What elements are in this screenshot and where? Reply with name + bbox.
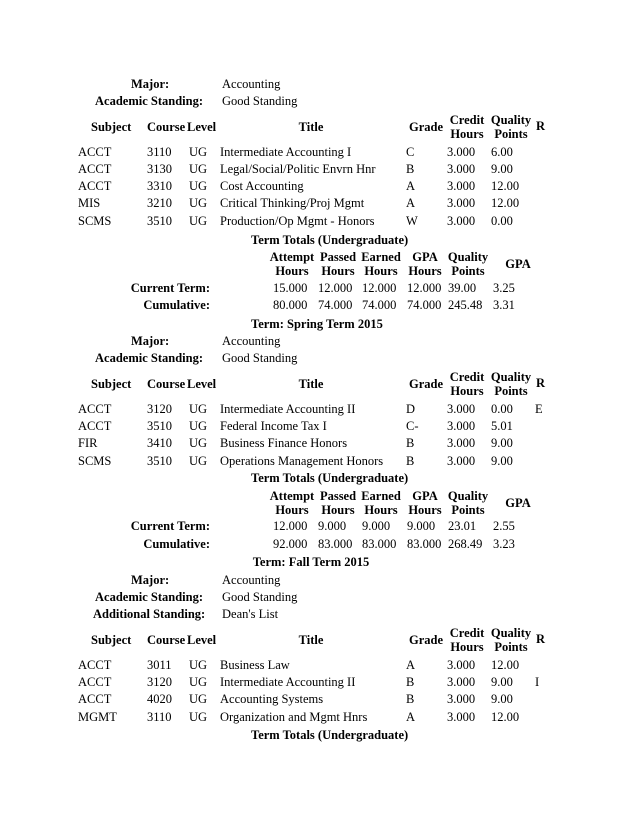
current-term-gpa-hours: 12.000 bbox=[407, 281, 442, 295]
current-term-attempt-hours: 15.000 bbox=[273, 281, 308, 295]
term-totals-heading: Term Totals (Undergraduate) bbox=[251, 233, 409, 247]
course-credit-hours: 3.000 bbox=[447, 162, 476, 176]
col-header-grade: Grade bbox=[408, 377, 444, 391]
course-number: 3410 bbox=[147, 436, 172, 450]
course-level: UG bbox=[189, 402, 208, 416]
course-quality-points: 12.00 bbox=[491, 196, 520, 210]
course-quality-points: 12.00 bbox=[491, 710, 520, 724]
course-title: Critical Thinking/Proj Mgmt bbox=[220, 196, 365, 210]
col-header-points: Points bbox=[494, 127, 528, 141]
course-grade: B bbox=[406, 162, 415, 176]
major-label: Major: bbox=[131, 334, 170, 348]
course-credit-hours: 3.000 bbox=[447, 419, 476, 433]
course-grade: B bbox=[406, 436, 415, 450]
current-term-earned-hours: 9.000 bbox=[362, 519, 391, 533]
current-term-label: Current Term: bbox=[130, 519, 210, 533]
academic-standing-value: Good Standing bbox=[222, 351, 298, 365]
totals-header-attempt_hours-bottom: Hours bbox=[275, 503, 309, 517]
totals-header-earned_hours-bottom: Hours bbox=[364, 264, 398, 278]
col-header-quality: Quality bbox=[490, 113, 532, 127]
col-header-hours: Hours bbox=[450, 640, 484, 654]
current-term-earned-hours: 12.000 bbox=[362, 281, 397, 295]
course-credit-hours: 3.000 bbox=[447, 454, 476, 468]
course-level: UG bbox=[189, 214, 208, 228]
course-level: UG bbox=[189, 419, 208, 433]
course-credit-hours: 3.000 bbox=[447, 710, 476, 724]
course-credit-hours: 3.000 bbox=[447, 179, 476, 193]
course-subject: ACCT bbox=[78, 402, 112, 416]
cumulative-passed-hours: 74.000 bbox=[318, 298, 353, 312]
academic-standing-label: Academic Standing: bbox=[95, 94, 203, 108]
totals-header-attempt_hours-bottom: Hours bbox=[275, 264, 309, 278]
cumulative-earned-hours: 74.000 bbox=[362, 298, 397, 312]
course-level: UG bbox=[189, 710, 208, 724]
totals-header-passed_hours-top: Passed bbox=[319, 489, 357, 503]
course-grade: B bbox=[406, 692, 415, 706]
academic-standing-value: Good Standing bbox=[222, 590, 298, 604]
course-number: 4020 bbox=[147, 692, 172, 706]
totals-header-attempt_hours-top: Attempt bbox=[269, 489, 315, 503]
major-value: Accounting bbox=[222, 334, 281, 348]
course-credit-hours: 3.000 bbox=[447, 692, 476, 706]
totals-header-quality_points-top: Quality bbox=[447, 489, 489, 503]
course-number: 3120 bbox=[147, 402, 172, 416]
current-term-attempt-hours: 12.000 bbox=[273, 519, 308, 533]
course-credit-hours: 3.000 bbox=[447, 145, 476, 159]
course-subject: ACCT bbox=[78, 658, 112, 672]
major-value: Accounting bbox=[222, 77, 281, 91]
col-header-credit: Credit bbox=[449, 626, 485, 640]
course-credit-hours: 3.000 bbox=[447, 402, 476, 416]
totals-header-earned_hours-top: Earned bbox=[361, 489, 401, 503]
course-subject: MGMT bbox=[78, 710, 117, 724]
col-header-points: Points bbox=[494, 384, 528, 398]
current-term-gpa: 3.25 bbox=[493, 281, 515, 295]
course-number: 3130 bbox=[147, 162, 172, 176]
course-number: 3510 bbox=[147, 419, 172, 433]
col-header-subject: Subject bbox=[91, 633, 132, 647]
current-term-gpa-hours: 9.000 bbox=[407, 519, 436, 533]
col-header-quality: Quality bbox=[490, 626, 532, 640]
course-number: 3510 bbox=[147, 454, 172, 468]
course-subject: ACCT bbox=[78, 145, 112, 159]
course-grade: B bbox=[406, 675, 415, 689]
totals-header-gpa: GPA bbox=[505, 257, 531, 271]
course-number: 3510 bbox=[147, 214, 172, 228]
totals-header-quality_points-top: Quality bbox=[447, 250, 489, 264]
col-header-level: Level bbox=[187, 120, 217, 134]
totals-header-gpa_hours-top: GPA bbox=[412, 250, 438, 264]
course-grade: W bbox=[406, 214, 418, 228]
term-totals-heading: Term Totals (Undergraduate) bbox=[251, 728, 409, 742]
totals-header-quality_points-bottom: Points bbox=[451, 503, 485, 517]
col-header-subject: Subject bbox=[91, 377, 132, 391]
course-credit-hours: 3.000 bbox=[447, 675, 476, 689]
course-grade: D bbox=[406, 402, 416, 416]
course-level: UG bbox=[189, 436, 208, 450]
course-title: Operations Management Honors bbox=[220, 454, 384, 468]
course-quality-points: 12.00 bbox=[491, 658, 520, 672]
additional-standing-value: Dean's List bbox=[222, 607, 279, 621]
col-header-credit: Credit bbox=[449, 113, 485, 127]
totals-header-gpa_hours-top: GPA bbox=[412, 489, 438, 503]
course-quality-points: 9.00 bbox=[491, 692, 513, 706]
course-grade: A bbox=[406, 710, 416, 724]
course-repeat-flag: I bbox=[535, 675, 540, 689]
cumulative-gpa: 3.31 bbox=[493, 298, 515, 312]
course-subject: ACCT bbox=[78, 179, 112, 193]
course-title: Organization and Mgmt Hnrs bbox=[220, 710, 368, 724]
cumulative-quality-points: 268.49 bbox=[448, 537, 483, 551]
col-header-r: R bbox=[536, 119, 546, 133]
course-number: 3110 bbox=[147, 145, 172, 159]
col-header-course: Course bbox=[147, 377, 186, 391]
col-header-r: R bbox=[536, 632, 546, 646]
course-subject: ACCT bbox=[78, 692, 112, 706]
cumulative-attempt-hours: 92.000 bbox=[273, 537, 308, 551]
term-heading: Term: Spring Term 2015 bbox=[251, 317, 383, 331]
course-title: Federal Income Tax I bbox=[220, 419, 327, 433]
course-level: UG bbox=[189, 145, 208, 159]
course-subject: SCMS bbox=[78, 454, 112, 468]
course-credit-hours: 3.000 bbox=[447, 436, 476, 450]
col-header-quality: Quality bbox=[490, 370, 532, 384]
course-subject: ACCT bbox=[78, 162, 112, 176]
course-quality-points: 12.00 bbox=[491, 179, 520, 193]
major-label: Major: bbox=[131, 77, 170, 91]
cumulative-label: Cumulative: bbox=[143, 537, 210, 551]
course-level: UG bbox=[189, 162, 208, 176]
course-level: UG bbox=[189, 658, 208, 672]
course-subject: ACCT bbox=[78, 419, 112, 433]
col-header-grade: Grade bbox=[408, 633, 444, 647]
course-subject: SCMS bbox=[78, 214, 112, 228]
course-title: Production/Op Mgmt - Honors bbox=[220, 214, 375, 228]
col-header-subject: Subject bbox=[91, 120, 132, 134]
course-grade: A bbox=[406, 179, 416, 193]
cumulative-gpa: 3.23 bbox=[493, 537, 515, 551]
course-title: Cost Accounting bbox=[220, 179, 304, 193]
course-number: 3120 bbox=[147, 675, 172, 689]
term-totals-heading: Term Totals (Undergraduate) bbox=[251, 471, 409, 485]
col-header-level: Level bbox=[187, 633, 217, 647]
major-label: Major: bbox=[131, 573, 170, 587]
course-level: UG bbox=[189, 196, 208, 210]
cumulative-attempt-hours: 80.000 bbox=[273, 298, 308, 312]
course-subject: FIR bbox=[78, 436, 98, 450]
term-heading: Term: Fall Term 2015 bbox=[252, 555, 370, 569]
course-grade: A bbox=[406, 658, 416, 672]
course-quality-points: 6.00 bbox=[491, 145, 513, 159]
totals-header-passed_hours-top: Passed bbox=[319, 250, 357, 264]
current-term-passed-hours: 12.000 bbox=[318, 281, 353, 295]
cumulative-label: Cumulative: bbox=[143, 298, 210, 312]
course-credit-hours: 3.000 bbox=[447, 658, 476, 672]
col-header-level: Level bbox=[187, 377, 217, 391]
course-title: Intermediate Accounting II bbox=[220, 402, 356, 416]
cumulative-quality-points: 245.48 bbox=[448, 298, 483, 312]
course-level: UG bbox=[189, 454, 208, 468]
course-number: 3110 bbox=[147, 710, 172, 724]
col-header-title: Title bbox=[298, 377, 324, 391]
current-term-label: Current Term: bbox=[130, 281, 210, 295]
course-title: Business Finance Honors bbox=[220, 436, 348, 450]
current-term-passed-hours: 9.000 bbox=[318, 519, 347, 533]
course-quality-points: 0.00 bbox=[491, 214, 513, 228]
course-level: UG bbox=[189, 179, 208, 193]
col-header-hours: Hours bbox=[450, 384, 484, 398]
course-credit-hours: 3.000 bbox=[447, 214, 476, 228]
course-quality-points: 9.00 bbox=[491, 675, 513, 689]
col-header-r: R bbox=[536, 376, 546, 390]
col-header-title: Title bbox=[298, 120, 324, 134]
course-title: Legal/Social/Politic Envrn Hnr bbox=[220, 162, 376, 176]
col-header-points: Points bbox=[494, 640, 528, 654]
course-level: UG bbox=[189, 692, 208, 706]
course-credit-hours: 3.000 bbox=[447, 196, 476, 210]
totals-header-earned_hours-bottom: Hours bbox=[364, 503, 398, 517]
cumulative-gpa-hours: 83.000 bbox=[407, 537, 442, 551]
academic-standing-value: Good Standing bbox=[222, 94, 298, 108]
course-number: 3011 bbox=[147, 658, 172, 672]
course-grade: B bbox=[406, 454, 415, 468]
course-quality-points: 9.00 bbox=[491, 436, 513, 450]
totals-header-quality_points-bottom: Points bbox=[451, 264, 485, 278]
course-grade: A bbox=[406, 196, 416, 210]
course-subject: ACCT bbox=[78, 675, 112, 689]
course-grade: C- bbox=[406, 419, 419, 433]
cumulative-passed-hours: 83.000 bbox=[318, 537, 353, 551]
col-header-course: Course bbox=[147, 633, 186, 647]
course-title: Intermediate Accounting I bbox=[220, 145, 352, 159]
course-repeat-flag: E bbox=[535, 402, 543, 416]
major-value: Accounting bbox=[222, 573, 281, 587]
course-level: UG bbox=[189, 675, 208, 689]
course-grade: C bbox=[406, 145, 415, 159]
course-quality-points: 9.00 bbox=[491, 454, 513, 468]
totals-header-gpa: GPA bbox=[505, 496, 531, 510]
additional-standing-label: Additional Standing: bbox=[93, 607, 206, 621]
col-header-hours: Hours bbox=[450, 127, 484, 141]
course-number: 3210 bbox=[147, 196, 172, 210]
cumulative-gpa-hours: 74.000 bbox=[407, 298, 442, 312]
totals-header-passed_hours-bottom: Hours bbox=[321, 503, 355, 517]
academic-standing-label: Academic Standing: bbox=[95, 351, 203, 365]
totals-header-earned_hours-top: Earned bbox=[361, 250, 401, 264]
current-term-quality-points: 23.01 bbox=[448, 519, 477, 533]
course-subject: MIS bbox=[78, 196, 101, 210]
course-title: Accounting Systems bbox=[220, 692, 324, 706]
course-quality-points: 9.00 bbox=[491, 162, 513, 176]
cumulative-earned-hours: 83.000 bbox=[362, 537, 397, 551]
col-header-course: Course bbox=[147, 120, 186, 134]
current-term-gpa: 2.55 bbox=[493, 519, 515, 533]
course-title: Business Law bbox=[220, 658, 290, 672]
col-header-credit: Credit bbox=[449, 370, 485, 384]
current-term-quality-points: 39.00 bbox=[448, 281, 477, 295]
totals-header-gpa_hours-bottom: Hours bbox=[408, 264, 442, 278]
col-header-grade: Grade bbox=[408, 120, 444, 134]
academic-standing-label: Academic Standing: bbox=[95, 590, 203, 604]
course-number: 3310 bbox=[147, 179, 172, 193]
totals-header-gpa_hours-bottom: Hours bbox=[408, 503, 442, 517]
course-quality-points: 0.00 bbox=[491, 402, 513, 416]
course-quality-points: 5.01 bbox=[491, 419, 513, 433]
col-header-title: Title bbox=[298, 633, 324, 647]
course-title: Intermediate Accounting II bbox=[220, 675, 356, 689]
totals-header-attempt_hours-top: Attempt bbox=[269, 250, 315, 264]
totals-header-passed_hours-bottom: Hours bbox=[321, 264, 355, 278]
